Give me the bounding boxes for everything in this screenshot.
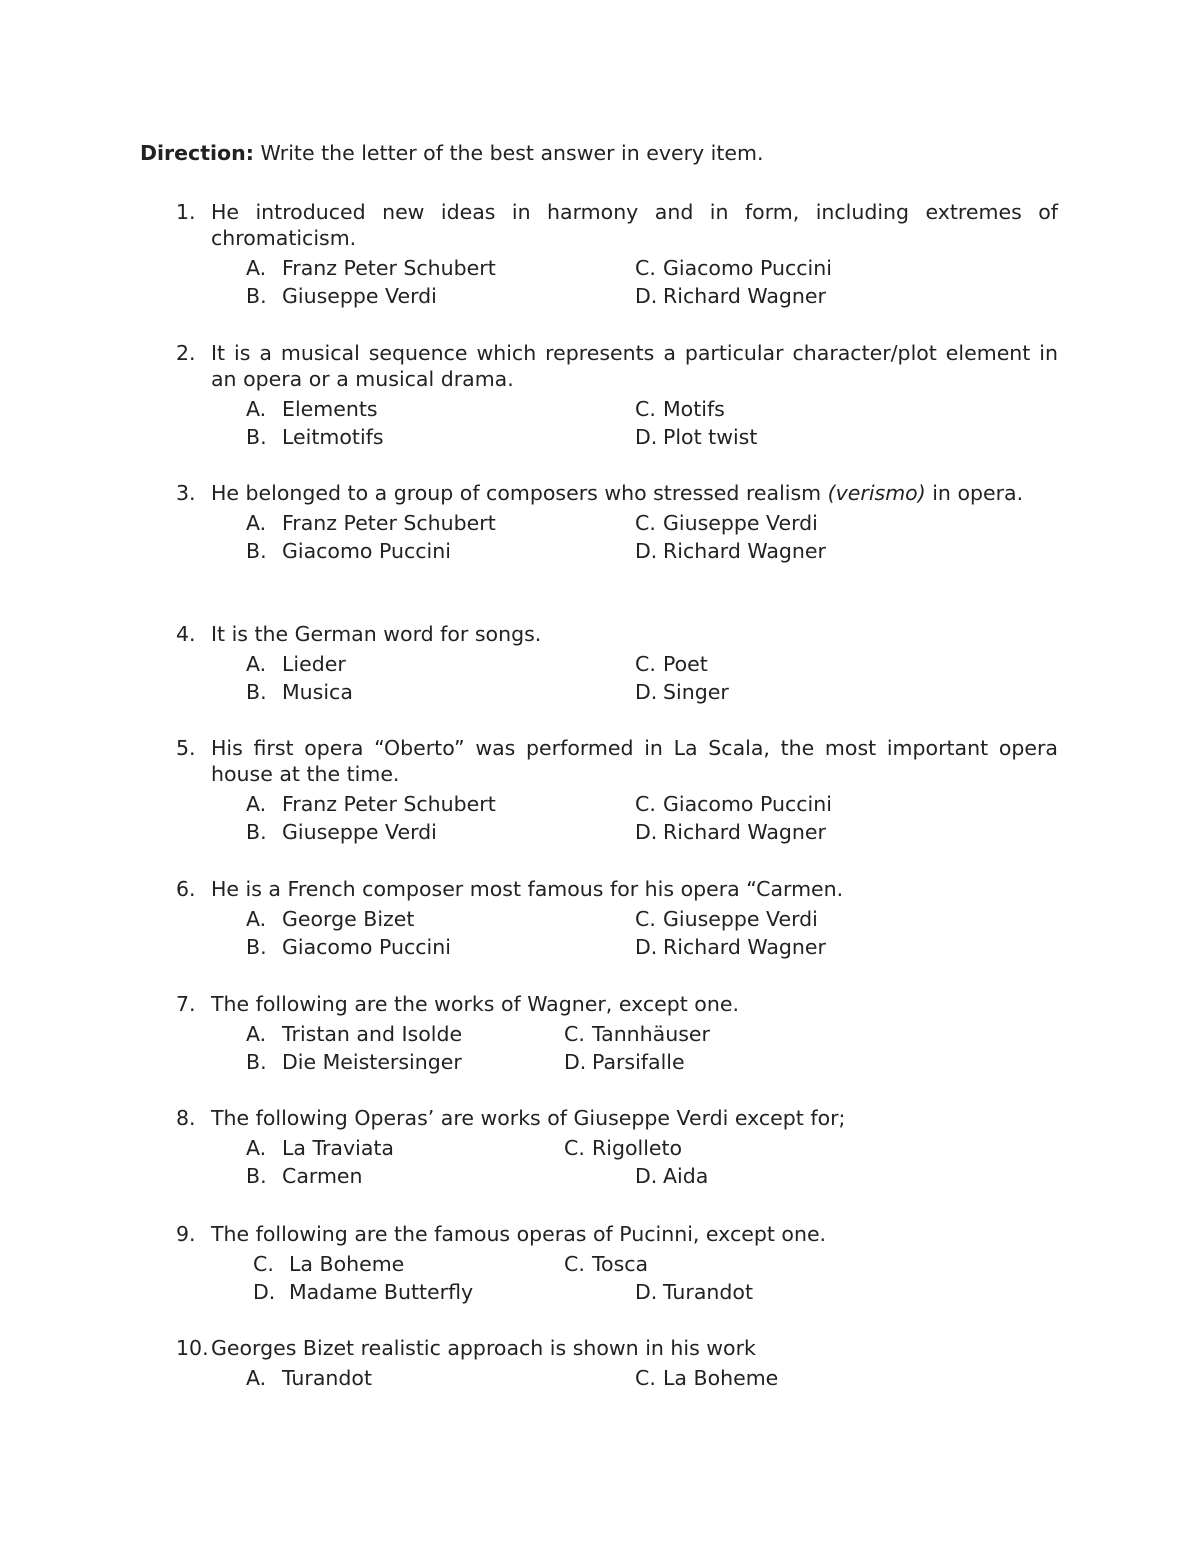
option-c: C. Tosca xyxy=(564,1252,649,1276)
direction-text: Write the letter of the best answer in every item. xyxy=(253,141,764,165)
option-c: C. Giacomo Puccini xyxy=(635,792,832,816)
question-6 xyxy=(176,876,1058,963)
option-d: D. Richard Wagner xyxy=(635,539,826,563)
question-text: He is a French composer most famous for his opera “Carmen. xyxy=(211,877,844,901)
option-c-first: C. La Boheme xyxy=(253,1252,405,1276)
question-number: 5. xyxy=(176,736,196,760)
option-d: D. Richard Wagner xyxy=(635,820,826,844)
question-text: He introduced new ideas in harmony and in form, including extremes of chromaticism. xyxy=(211,200,1058,250)
question-number: 6. xyxy=(176,877,196,901)
option-d: D. Parsifalle xyxy=(564,1050,685,1074)
options xyxy=(176,395,1058,453)
option-a: A. Tristan and Isolde xyxy=(246,1022,463,1046)
option-c: C. Giacomo Puccini xyxy=(635,256,832,280)
question-2 xyxy=(176,340,1058,453)
question-5 xyxy=(176,735,1058,848)
option-c: C. Giuseppe Verdi xyxy=(635,907,818,931)
option-c: C. La Boheme xyxy=(635,1366,779,1390)
question-number: 10. xyxy=(176,1336,209,1360)
option-c: C. Poet xyxy=(635,652,708,676)
option-b: B. Die Meistersinger xyxy=(246,1050,462,1074)
option-c: C. Rigolleto xyxy=(564,1136,683,1160)
question-9 xyxy=(176,1221,1058,1308)
options xyxy=(176,650,1058,708)
option-d: D. Singer xyxy=(635,680,729,704)
option-c: C. Giuseppe Verdi xyxy=(635,511,818,535)
question-text: The following Operas’ are works of Giuseppe Verdi except for; xyxy=(211,1106,846,1130)
option-b: B. Giacomo Puccini xyxy=(246,935,451,959)
option-d: D. Richard Wagner xyxy=(635,284,826,308)
option-c: C. Motifs xyxy=(635,397,725,421)
question-number: 7. xyxy=(176,992,196,1016)
option-d-first: D. Madame Butterfly xyxy=(253,1280,474,1304)
option-b: B. Leitmotifs xyxy=(246,425,384,449)
question-text: He belonged to a group of composers who stressed realism (verismo) in opera. xyxy=(211,481,1024,505)
question-number: 8. xyxy=(176,1106,196,1130)
question-text: It is a musical sequence which represents a particular character/plot element in an opera or a musical drama. xyxy=(211,341,1058,391)
question-text: It is the German word for songs. xyxy=(211,622,542,646)
verismo-italic: (verismo) xyxy=(827,481,926,505)
options xyxy=(176,254,1058,312)
options xyxy=(176,1134,1058,1192)
question-number: 4. xyxy=(176,622,196,646)
options xyxy=(176,1364,1058,1393)
options xyxy=(176,1250,1058,1308)
option-b: B. Giuseppe Verdi xyxy=(246,820,437,844)
question-7 xyxy=(176,991,1058,1078)
option-a: A. Franz Peter Schubert xyxy=(246,792,496,816)
option-a: A. Lieder xyxy=(246,652,346,676)
question-number: 2. xyxy=(176,341,196,365)
options xyxy=(176,790,1058,848)
option-b: B. Carmen xyxy=(246,1164,363,1188)
question-text: The following are the works of Wagner, except one. xyxy=(211,992,739,1016)
option-d: D. Richard Wagner xyxy=(635,935,826,959)
option-a: A. La Traviata xyxy=(246,1136,394,1160)
question-text: Georges Bizet realistic approach is shown in his work xyxy=(211,1336,756,1360)
option-b: B. Giacomo Puccini xyxy=(246,539,451,563)
question-number: 1. xyxy=(176,200,196,224)
option-b: B. Giuseppe Verdi xyxy=(246,284,437,308)
direction-label: Direction: xyxy=(140,141,254,165)
question-3 xyxy=(176,480,1058,567)
question-10 xyxy=(176,1335,1058,1393)
question-text: His first opera “Oberto” was performed in La Scala, the most important opera house at the time. xyxy=(211,736,1058,786)
question-8 xyxy=(176,1105,1058,1192)
option-d: D. Turandot xyxy=(635,1280,753,1304)
question-number: 3. xyxy=(176,481,196,505)
question-number: 9. xyxy=(176,1222,196,1246)
options xyxy=(176,1020,1058,1078)
question-text: The following are the famous operas of Pucinni, except one. xyxy=(211,1222,827,1246)
options xyxy=(176,509,1058,567)
question-4 xyxy=(176,621,1058,708)
option-a: A. Turandot xyxy=(246,1366,372,1390)
option-c: C. Tannhäuser xyxy=(564,1022,710,1046)
direction-line xyxy=(140,141,764,165)
option-a: A. Elements xyxy=(246,397,378,421)
option-a: A. Franz Peter Schubert xyxy=(246,256,496,280)
question-1 xyxy=(176,199,1058,312)
option-d: D. Plot twist xyxy=(635,425,758,449)
option-b: B. Musica xyxy=(246,680,353,704)
option-a: A. Franz Peter Schubert xyxy=(246,511,496,535)
options xyxy=(176,905,1058,963)
option-a: A. George Bizet xyxy=(246,907,415,931)
option-d: D. Aida xyxy=(635,1164,709,1188)
